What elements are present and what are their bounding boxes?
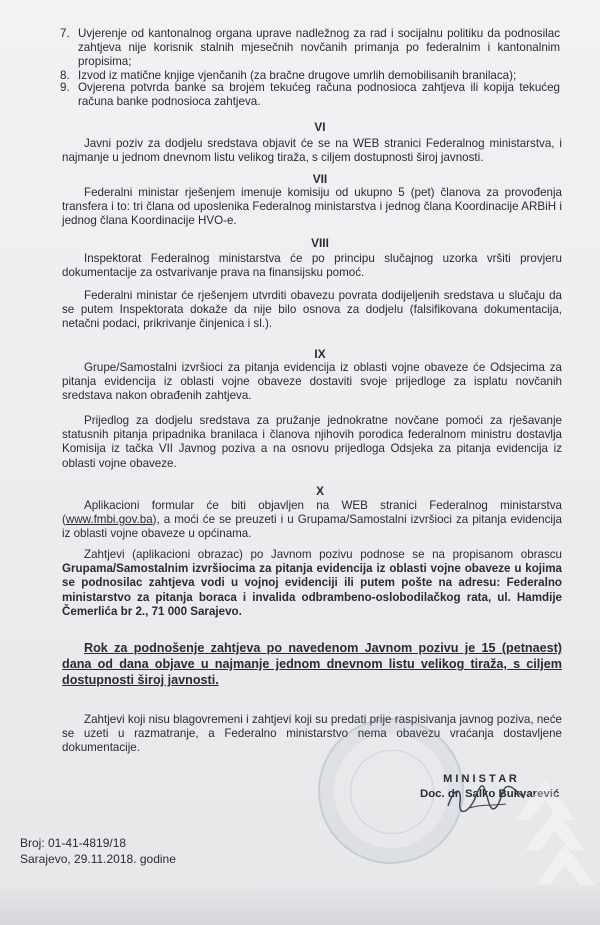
section-vi-paragraph: Javni poziv za dodjelu sredstava objavit će se na WEB stranici Federalnog ministarstva, i najmanje u jednom dnevnom listu velikog tiraža, s ciljem dostupnosti široj javnosti. xyxy=(62,137,562,165)
item-number: 7. xyxy=(60,27,70,40)
section-vii-paragraph: Federalni ministar rješenjem imenuje komisiju od ukupno 5 (pet) članova za provođenja transfera i to: tri člana od uposlenika Federalnog ministarstva i jednog člana Koordinacije ARBiH i jednog člana Koordinacije HVO-e. xyxy=(62,186,562,228)
section-ix-paragraph-1: Grupe/Samostalni izvršioci za pitanja evidencija iz oblasti vojne obaveze će Odsjecima za pitanja evidencija iz oblasti vojne obaveze dostaviti svoje prijedloge za isplatu novčanih sredstava nakon obrađenih zahtjeva. xyxy=(62,361,562,403)
section-heading-vi: VI xyxy=(314,120,326,134)
section-ix-paragraph-2: Prijedlog za dodjelu sredstava za pružanje jednokratne novčane pomoći za rješavanje statusnih pitanja pripadnika branilaca i članova njihovih porodica federalnom ministru dostavlja Komisija iz tačka VII Javnog poziva a na osnovu prijedloga Odsjeka za pitanja evidencija iz oblasti vojne obaveze. xyxy=(62,414,562,470)
section-heading-ix: IX xyxy=(314,347,326,361)
list-item-8: Izvod iz matične knjige vjenčanih (za bračne drugove umrlih demobilisanih branilaca); xyxy=(78,69,517,82)
list-item-9: Ovjerena potvrda banke sa brojem tekućeg računa podnosioca zahtjeva ili kopija tekućeg računa banke podnosioca zahtjeva. xyxy=(78,81,560,109)
section-heading-x: X xyxy=(316,484,324,498)
deadline-paragraph: Rok za podnošenje zahtjeva po navedenom Javnom pozivu je 15 (petnaest) dana od dana objave u najmanje jednom dnevnom listu velikog tiraža, s ciljem dostupnosti široj javnosti. xyxy=(62,641,562,687)
page-shadow xyxy=(0,880,600,925)
section-viii-paragraph-2: Federalni ministar će rješenjem utvrditi obavezu povrata dodijeljenih sredstava u slučaju da se putem Inspektorata dokaže da nije bilo osnova za dodjelu (falsifikovana dokumentacija, netačni podaci, prikrivanje činjenica i sl.). xyxy=(62,289,562,331)
signature-title: M I N I S T A R xyxy=(443,773,517,785)
section-x-paragraph-3: Zahtjevi koji nisu blagovremeni i zahtjevi koji su predati prije raspisivanja javnog poziva, neće se uzeti u razmatranje, a Federalno ministarstvo nema obavezu vraćanja dostavljene dokumentacije. xyxy=(62,713,562,755)
item-number: 9. xyxy=(60,81,70,94)
section-heading-viii: VIII xyxy=(311,236,329,250)
item-number: 8. xyxy=(60,69,70,82)
document-date: Sarajevo, 29.11.2018. godine xyxy=(20,852,176,866)
website-link[interactable]: www.fmbi.gov.ba xyxy=(65,513,153,527)
section-viii-paragraph-1: Inspektorat Federalnog ministarstva će po principu slučajnog uzorka vršiti provjeru dokumentacije za ostvarivanje prava na finansijsku pomoć. xyxy=(62,252,562,280)
section-x-paragraph-2: Zahtjevi (aplikacioni obrazac) po Javnom pozivu podnose se na propisanom obrascu Grupama/Samostalnim izvršiocima za pitanja evidencija iz oblasti vojne obaveze u kojima se podnosilac zahtjeva vodi u vojnoj evidenciji ili putem pošte na adresu: Federalno ministarstvo za pitanja boraca i invalida odbrambeno-oslobodilačkog rata, ul. Hamdije Čemerlića br 2., 71 000 Sarajevo. xyxy=(62,548,562,618)
list-item-7: Uvjerenje od kantonalnog organa uprave nadležnog za rad i socijalnu politiku da podnosilac zahtjeva nije korisnik stalnih mjesečnih novčanih primanja po federalnim i kantonalnim propisima; xyxy=(78,27,560,69)
section-heading-vii: VII xyxy=(312,172,328,186)
document-number: Broj: 01-41-4819/18 xyxy=(20,836,127,850)
section-x-paragraph-1: Aplikacioni formular će biti objavljen na WEB stranici Federalnog ministarstva (www.fmbi.gov.ba), a moći će se preuzeti i u Grupama/Samostalni izvršioci za pitanja evidencija iz oblasti vojne obaveze u općinama. xyxy=(62,499,562,541)
signature-name: Doc. dr. Salko Bukvarević xyxy=(420,788,560,800)
